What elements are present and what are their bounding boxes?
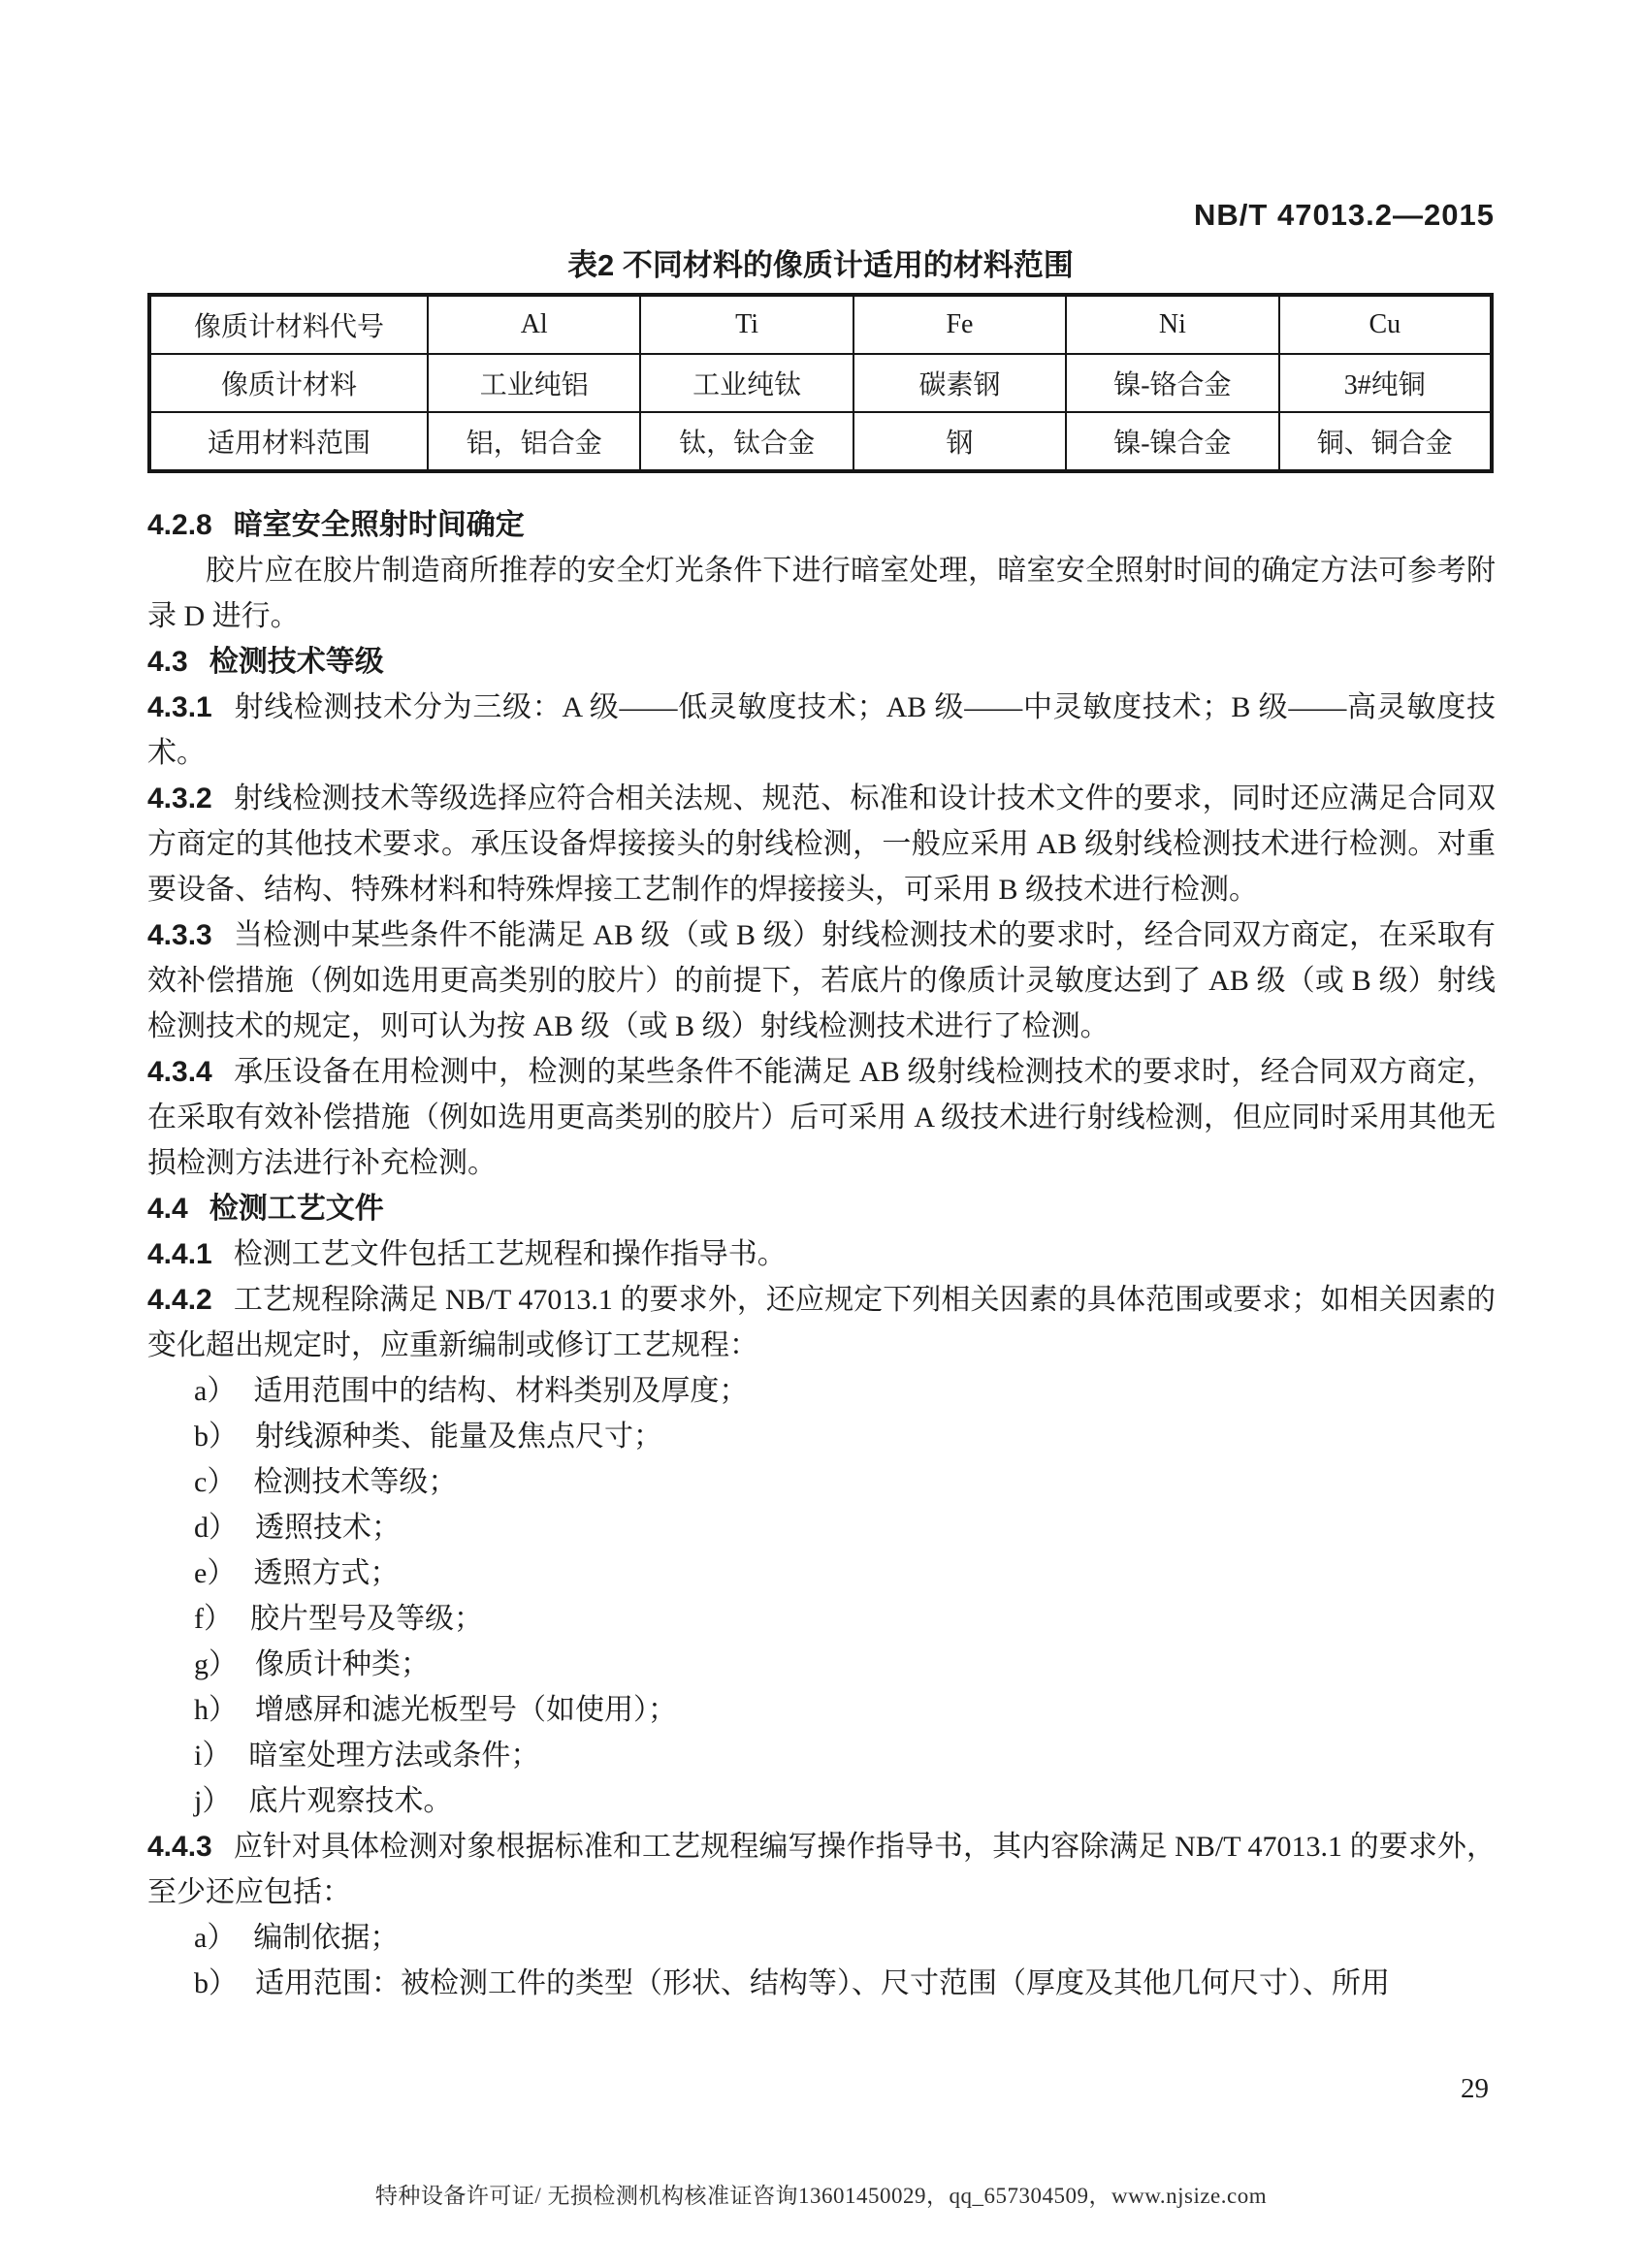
paragraph-4-2-8: 胶片应在胶片制造商所推荐的安全灯光条件下进行暗室处理，暗室安全照射时间的确定方法可参考附录 D 进行。 (147, 555, 1496, 632)
list-item-text: 编制依据； (253, 1922, 400, 1954)
clause-number: 4.3.4 (147, 1056, 212, 1088)
list-item-number: c） (194, 1466, 237, 1498)
table-cell: Ni (1066, 295, 1278, 354)
list-item-number: b） (194, 1421, 238, 1453)
table-cell: 工业纯钛 (640, 354, 853, 412)
table-row (149, 295, 1492, 354)
list-item-text: 增感屏和滤光板型号（如使用）； (255, 1694, 677, 1726)
clause-number: 4.3.3 (147, 919, 212, 951)
clause-number: 4.2.8 (147, 509, 212, 541)
list-item-number: b） (194, 1967, 238, 1999)
clause-number: 4.3 (147, 646, 188, 678)
list-item-text: 像质计种类； (255, 1648, 430, 1680)
clause-text: 应针对具体检测对象根据标准和工艺规程编写操作指导书，其内容除满足 NB/T 47013.1 的要求外，至少还应包括： (147, 1831, 1496, 1908)
clause-title: 检测技术等级 (209, 646, 384, 678)
table-cell: Fe (853, 295, 1066, 354)
table-cell: Cu (1279, 295, 1492, 354)
document-body (147, 502, 1496, 2006)
list-item-text: 射线源种类、能量及焦点尺寸； (255, 1421, 662, 1453)
table-cell: 像质计材料代号 (149, 295, 428, 354)
list-item-text: 适用范围：被检测工件的类型（形状、结构等）、尺寸范围（厚度及其他几何尺寸）、所用 (255, 1967, 1390, 1999)
list-item (147, 1915, 1496, 1961)
table-cell: 铝，铝合金 (428, 412, 640, 471)
clause-number: 4.3.1 (147, 691, 212, 723)
list-item-number: f） (194, 1603, 233, 1635)
table-cell: Al (428, 295, 640, 354)
list-item (147, 1642, 1496, 1687)
table-title: 表2 不同材料的像质计适用的材料范围 (567, 248, 1074, 282)
paragraph-4-4-3 (147, 1824, 1496, 1915)
table-cell: 碳素钢 (853, 354, 1066, 412)
table-cell: 钛，钛合金 (640, 412, 853, 471)
clause-text: 检测工艺文件包括工艺规程和操作指导书。 (233, 1238, 787, 1270)
clause-heading-4-4 (147, 1186, 1496, 1231)
clause-text: 射线检测技术分为三级：A 级——低灵敏度技术；AB 级——中灵敏度技术；B 级——高灵敏度技术。 (147, 691, 1496, 769)
table-row (149, 354, 1492, 412)
table-cell: 钢 (853, 412, 1066, 471)
list-item-number: e） (194, 1557, 237, 1589)
list-item-number: h） (194, 1694, 238, 1726)
list-item-number: a） (194, 1375, 237, 1407)
table-cell: 镍-铬合金 (1066, 354, 1278, 412)
list-item (147, 1961, 1496, 2006)
list-item-text: 透照技术； (255, 1512, 401, 1544)
clause-heading-4-3 (147, 639, 1496, 685)
list-item (147, 1368, 1496, 1414)
list-item (147, 1505, 1496, 1550)
paragraph-4-3-1 (147, 685, 1496, 776)
page-number: 29 (1461, 2073, 1489, 2104)
table-cell: 铜、铜合金 (1279, 412, 1492, 471)
list-item-text: 底片观察技术。 (248, 1785, 453, 1817)
paragraph-4-4-1 (147, 1231, 1496, 1277)
paragraph-4-3-4 (147, 1049, 1496, 1186)
table-cell: 镍-镍合金 (1066, 412, 1278, 471)
clause-number: 4.4.3 (147, 1831, 212, 1863)
clause-text: 当检测中某些条件不能满足 AB 级（或 B 级）射线检测技术的要求时，经合同双方商定，在采取有效补偿措施（例如选用更高类别的胶片）的前提下，若底片的像质计灵敏度达到了 AB 级（或 B 级）射线检测技术的规定，则可认为按 AB 级（或 B 级）射线检测技术进行了检测。 (147, 919, 1496, 1042)
list-item-text: 检测技术等级； (253, 1466, 458, 1498)
table-cell: 工业纯铝 (428, 354, 640, 412)
clause-title: 检测工艺文件 (209, 1193, 384, 1225)
standard-code: NB/T 47013.2—2015 (1194, 198, 1495, 232)
clause-number: 4.4.1 (147, 1238, 212, 1270)
list-item-number: g） (194, 1648, 238, 1680)
iqi-material-table (147, 293, 1494, 473)
list-item (147, 1459, 1496, 1505)
paragraph-4-3-2 (147, 776, 1496, 912)
clause-title: 暗室安全照射时间确定 (233, 509, 525, 541)
table-cell: Ti (640, 295, 853, 354)
list-item-text: 胶片型号及等级； (250, 1603, 483, 1635)
table-cell: 3#纯铜 (1279, 354, 1492, 412)
list-item (147, 1733, 1496, 1778)
footer-certification-note: 特种设备许可证/ 无损检测机构核准证咨询13601450029，qq_657304509，www.njsize.com (374, 2184, 1268, 2208)
list-item-text: 透照方式； (253, 1557, 400, 1589)
clause-number: 4.4 (147, 1193, 188, 1225)
list-item (147, 1687, 1496, 1733)
clause-text: 工艺规程除满足 NB/T 47013.1 的要求外，还应规定下列相关因素的具体范围或要求；如相关因素的变化超出规定时，应重新编制或修订工艺规程： (147, 1284, 1496, 1361)
list-item (147, 1550, 1496, 1596)
list-item-number: a） (194, 1922, 237, 1954)
table-cell: 适用材料范围 (149, 412, 428, 471)
clause-text: 承压设备在用检测中，检测的某些条件不能满足 AB 级射线检测技术的要求时，经合同双方商定，在采取有效补偿措施（例如选用更高类别的胶片）后可采用 A 级技术进行射线检测，但应同时采用其他无损检测方法进行补充检测。 (147, 1056, 1496, 1179)
paragraph-4-4-2 (147, 1277, 1496, 1368)
list-item (147, 1414, 1496, 1459)
table-row (149, 412, 1492, 471)
list-item (147, 1596, 1496, 1642)
clause-text: 射线检测技术等级选择应符合相关法规、规范、标准和设计技术文件的要求，同时还应满足合同双方商定的其他技术要求。承压设备焊接接头的射线检测，一般应采用 AB 级射线检测技术进行检测。对重要设备、结构、特殊材料和特殊焊接工艺制作的焊接接头，可采用 B 级技术进行检测。 (147, 783, 1496, 906)
clause-number: 4.3.2 (147, 783, 212, 815)
paragraph-4-3-3 (147, 912, 1496, 1049)
clause-number: 4.4.2 (147, 1284, 212, 1316)
list-item-number: j） (194, 1785, 232, 1817)
clause-heading-4-2-8 (147, 502, 1496, 548)
list-item-text: 适用范围中的结构、材料类别及厚度； (253, 1375, 749, 1407)
list-item-number: d） (194, 1512, 238, 1544)
table-cell: 像质计材料 (149, 354, 428, 412)
list-item-number: i） (194, 1740, 232, 1772)
list-item (147, 1778, 1496, 1824)
list-item-text: 暗室处理方法或条件； (248, 1740, 540, 1772)
